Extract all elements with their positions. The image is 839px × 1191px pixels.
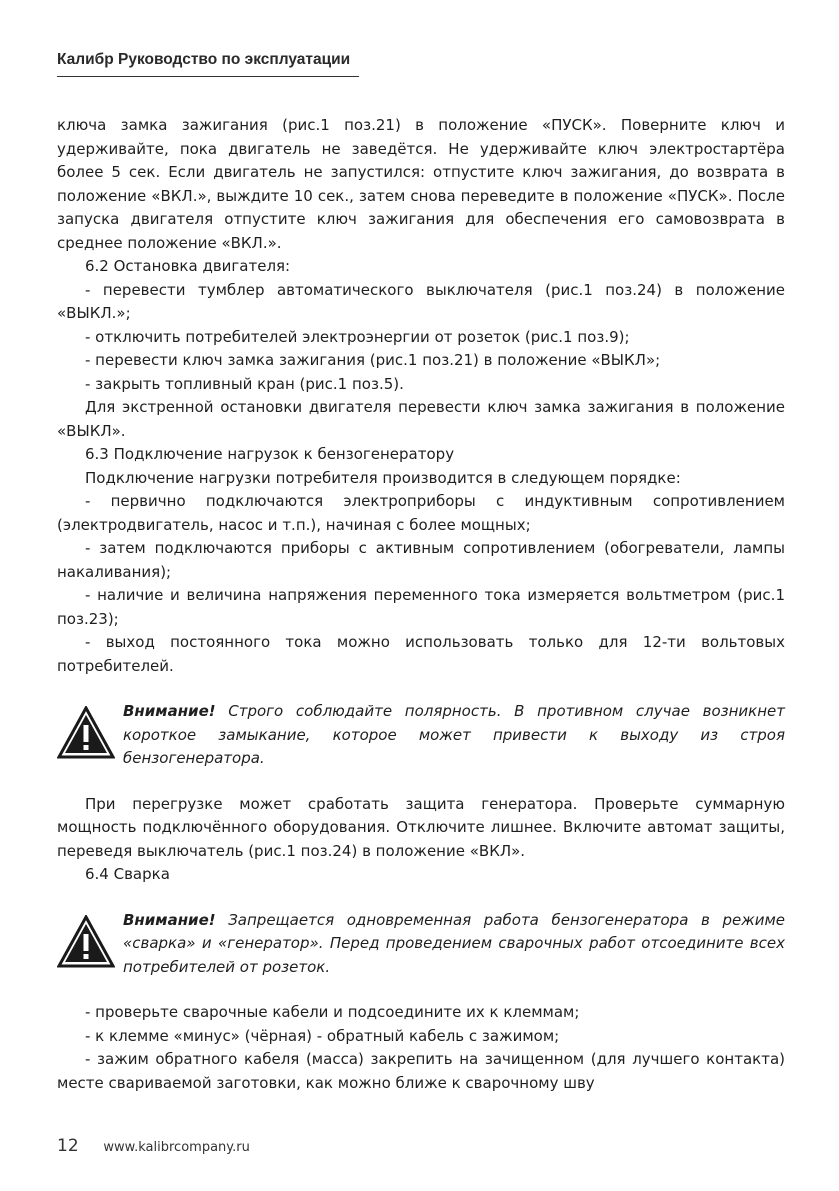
list-item: - затем подключаются приборы с активным сопротивлением (обогреватели, лампы накаливания);	[57, 539, 785, 581]
body-text	[57, 114, 785, 1095]
warning-triangle-icon	[57, 706, 115, 760]
section-heading: 6.2 Остановка двигателя:	[85, 257, 291, 275]
warning-label: Внимание!	[123, 910, 216, 929]
paragraph: Для экстренной остановки двигателя перевести ключ замка зажигания в положение «ВЫКЛ».	[57, 398, 785, 440]
list-item: - закрыть топливный кран (рис.1 поз.5).	[85, 374, 404, 393]
page-footer	[57, 1136, 250, 1156]
paragraph: Подключение нагрузки потребителя производится в следующем порядке:	[85, 468, 681, 487]
list-item: - проверьте сварочные кабели и подсоедините их к клеммам;	[85, 1003, 580, 1021]
paragraph: При перегрузке может сработать защита генератора. Проверьте суммарную мощность подключённого оборудования. Отключите лишнее. Включите автомат защиты, переведя выключатель (рис.1 поз.24) в положение «ВКЛ».	[57, 794, 785, 860]
list-item: - наличие и величина напряжения переменного тока измеряется вольтметром (рис.1 поз.23);	[57, 586, 785, 628]
page-number: 12	[57, 1136, 79, 1156]
section-heading: 6.4 Сварка	[85, 865, 170, 883]
warning-block-polarity	[57, 700, 785, 771]
list-item: - перевести ключ замка зажигания (рис.1 поз.21) в положение «ВЫКЛ»;	[85, 351, 661, 369]
list-item: - зажим обратного кабеля (масса) закрепить на зачищенном (для лучшего контакта) месте свариваемой заготовки, как можно ближе к сварочному шву	[57, 1050, 785, 1092]
list-item: - отключить потребителей электроэнергии от розеток (рис.1 поз.9);	[85, 327, 630, 346]
list-item: - первично подключаются электроприборы с индуктивным сопротивлением (электродвигатель, насос и т.п.), начиная с более мощных;	[57, 492, 785, 534]
warning-text: Внимание! Строго соблюдайте полярность. В противном случае возникнет короткое замыкание, которое может привести к выходу из строя бензогенератора.	[123, 702, 785, 767]
section-heading: 6.3 Подключение нагрузок к бензогенератору	[85, 445, 455, 463]
warning-text: Внимание! Запрещается одновременная работа бензогенератора в режиме «сварка» и «генератор». Перед проведением сварочных работ отсоедините всех потребителей от розеток.	[123, 910, 785, 976]
footer-url: www.kalibrcompany.ru	[103, 1140, 250, 1155]
warning-label: Внимание!	[123, 702, 216, 720]
warning-triangle-icon	[57, 915, 115, 969]
warning-block-welding	[57, 909, 785, 980]
paragraph: ключа замка зажигания (рис.1 поз.21) в положение «ПУСК». Поверните ключ и удерживайте, пока двигатель не заведётся. Не удерживайте ключ электростартёра более 5 сек. Если двигатель не запустился: отпустите ключ зажигания, до возврата в положение «ВКЛ.», выждите 10 сек., затем снова переведите в положение «ПУСК». После запуска двигателя отпустите ключ зажигания для обеспечения его самовозврата в среднее положение «ВКЛ.».	[57, 116, 785, 252]
list-item: - выход постоянного тока можно использовать только для 12-ти вольтовых потребителей.	[57, 633, 785, 675]
list-item: - перевести тумблер автоматического выключателя (рис.1 поз.24) в положение «ВЫКЛ.»;	[57, 280, 785, 322]
list-item: - к клемме «минус» (чёрная) - обратный кабель с зажимом;	[85, 1026, 560, 1045]
running-header: Калибр Руководство по эксплуатации	[57, 51, 359, 77]
